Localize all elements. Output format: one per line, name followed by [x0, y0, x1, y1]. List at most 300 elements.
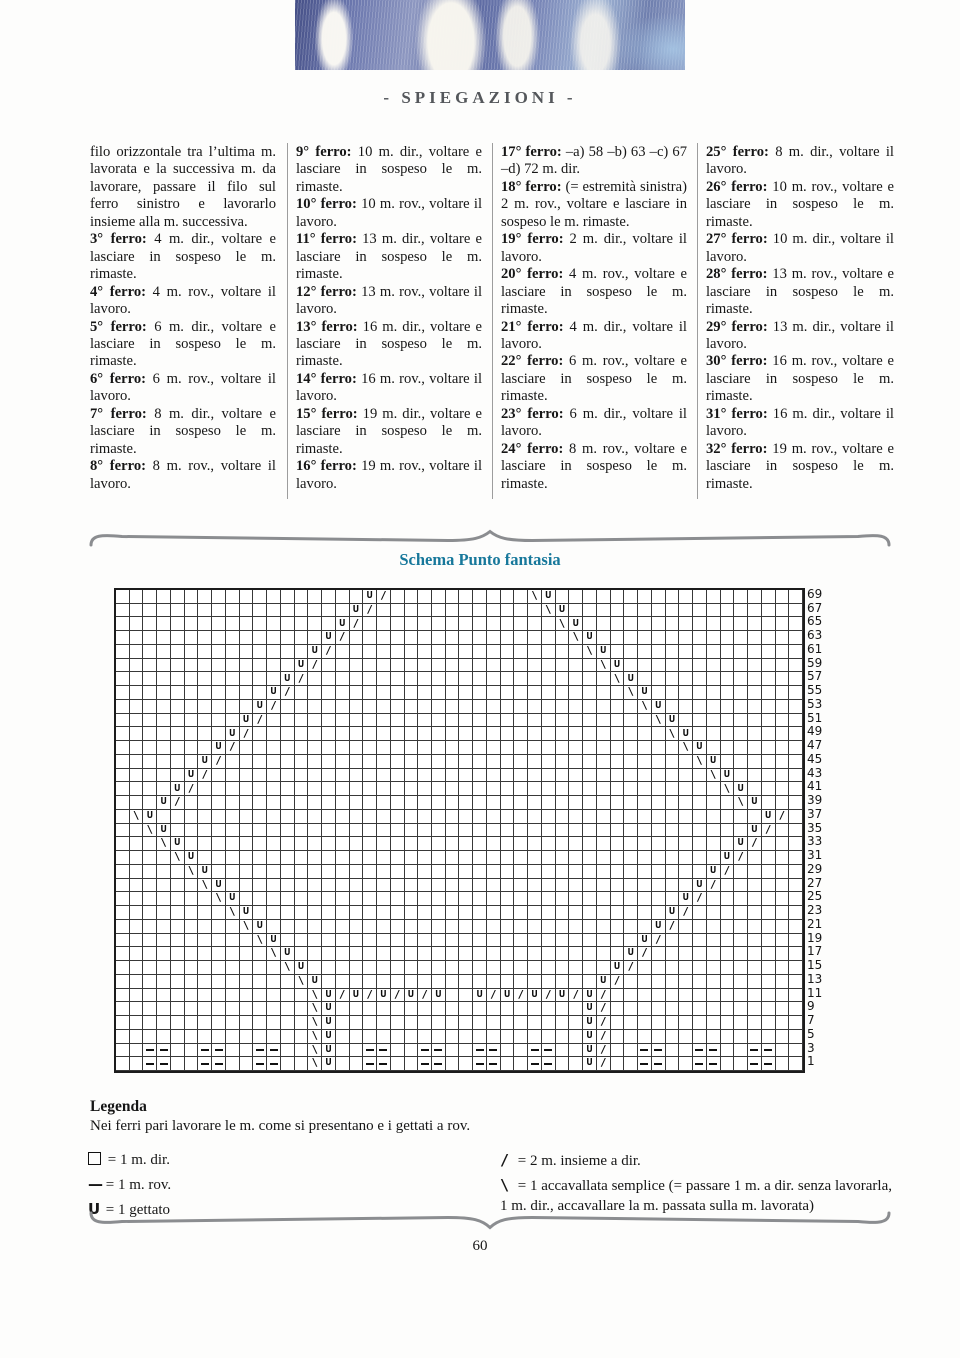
- chart-cell: [624, 1057, 638, 1071]
- row-label: 31: [807, 848, 823, 863]
- chart-cell: /: [185, 782, 199, 796]
- chart-cell: [734, 686, 748, 700]
- chart-cell: [377, 727, 391, 741]
- k2tog-icon: /: [500, 1151, 510, 1169]
- chart-cell: [226, 1057, 240, 1071]
- chart-cell: [569, 1030, 583, 1044]
- chart-cell: [693, 906, 707, 920]
- chart-cell: [611, 906, 625, 920]
- chart-cell: U: [666, 714, 680, 728]
- chart-cell: [473, 1030, 487, 1044]
- chart-cell: [611, 947, 625, 961]
- chart-cell: [157, 1057, 171, 1071]
- chart-cell: [707, 645, 721, 659]
- chart-cell: [693, 659, 707, 673]
- chart-cell: \: [734, 796, 748, 810]
- chart-cell: [295, 1030, 309, 1044]
- chart-cell: [267, 755, 281, 769]
- chart-cell: [143, 947, 157, 961]
- chart-cell: [157, 727, 171, 741]
- chart-cell: U: [748, 824, 762, 838]
- chart-cell: [295, 769, 309, 783]
- chart-cell: \: [212, 892, 226, 906]
- chart-cell: [597, 920, 611, 934]
- chart-cell: [350, 892, 364, 906]
- chart-cell: [143, 645, 157, 659]
- chart-cell: [638, 920, 652, 934]
- chart-cell: [624, 851, 638, 865]
- chart-cell: [116, 837, 130, 851]
- chart-cell: [542, 741, 556, 755]
- chart-cell: [721, 631, 735, 645]
- chart-cell: [350, 659, 364, 673]
- row-label: 41: [807, 779, 823, 794]
- chart-cell: [363, 659, 377, 673]
- chart-cell: [776, 741, 790, 755]
- row-label: 35: [807, 820, 823, 835]
- chart-cell: [583, 906, 597, 920]
- column-divider: [287, 143, 288, 499]
- chart-cell: [446, 686, 460, 700]
- chart-cell: [295, 1044, 309, 1058]
- chart-cell: [350, 672, 364, 686]
- chart-cell: [143, 975, 157, 989]
- chart-cell: [501, 961, 515, 975]
- chart-cell: [473, 782, 487, 796]
- chart-cell: [253, 824, 267, 838]
- chart-cell: [556, 810, 570, 824]
- chart-cell: [459, 879, 473, 893]
- chart-cell: [143, 1002, 157, 1016]
- chart-cell: [322, 824, 336, 838]
- chart-cell: [501, 865, 515, 879]
- chart-cell: U: [212, 741, 226, 755]
- chart-cell: [501, 714, 515, 728]
- chart-cell: [679, 865, 693, 879]
- chart-cell: [528, 672, 542, 686]
- chart-cell: [487, 1002, 501, 1016]
- chart-cell: [418, 947, 432, 961]
- chart-cell: [212, 1030, 226, 1044]
- chart-cell: [693, 1002, 707, 1016]
- chart-cell: U: [748, 796, 762, 810]
- chart-cell: [528, 714, 542, 728]
- chart-cell: [542, 1002, 556, 1016]
- chart-cell: [171, 879, 185, 893]
- purl-mark: [654, 1063, 662, 1065]
- chart-cell: [391, 892, 405, 906]
- chart-cell: [652, 961, 666, 975]
- chart-cell: [638, 782, 652, 796]
- chart-cell: [253, 1002, 267, 1016]
- chart-cell: [432, 755, 446, 769]
- chart-cell: [514, 961, 528, 975]
- chart-cell: [597, 865, 611, 879]
- chart-cell: [377, 961, 391, 975]
- chart-cell: [514, 810, 528, 824]
- chart-cell: [666, 755, 680, 769]
- chart-cell: [281, 1044, 295, 1058]
- chart-cell: [350, 590, 364, 604]
- chart-cell: [267, 727, 281, 741]
- chart-cell: [446, 1016, 460, 1030]
- chart-cell: [666, 686, 680, 700]
- chart-cell: [556, 865, 570, 879]
- chart-cell: [501, 645, 515, 659]
- chart-cell: /: [611, 975, 625, 989]
- chart-cell: [748, 989, 762, 1003]
- chart-cell: [734, 934, 748, 948]
- chart-cell: [295, 700, 309, 714]
- chart-cell: [405, 837, 419, 851]
- purl-mark: [531, 1049, 539, 1051]
- chart-cell: [253, 755, 267, 769]
- chart-cell: [116, 879, 130, 893]
- chart-cell: [405, 947, 419, 961]
- instruction-paragraph: 28° ferro: 13 m. rov., voltare e lasciare in sospeso le m. rimaste.: [706, 266, 894, 318]
- chart-cell: [157, 892, 171, 906]
- chart-cell: [405, 604, 419, 618]
- chart-cell: [185, 645, 199, 659]
- chart-cell: [652, 824, 666, 838]
- chart-cell: [583, 659, 597, 673]
- chart-cell: [350, 947, 364, 961]
- chart-cell: [611, 1016, 625, 1030]
- chart-cell: [748, 851, 762, 865]
- chart-cell: [583, 686, 597, 700]
- chart-cell: [336, 604, 350, 618]
- chart-cell: [212, 837, 226, 851]
- chart-cell: U: [226, 892, 240, 906]
- chart-cell: [446, 906, 460, 920]
- chart-cell: [322, 727, 336, 741]
- chart-cell: [350, 810, 364, 824]
- chart-cell: [363, 1016, 377, 1030]
- instruction-paragraph: 23° ferro: 6 m. dir., voltare il lavoro.: [501, 405, 687, 440]
- chart-cell: [446, 1057, 460, 1071]
- chart-cell: [226, 796, 240, 810]
- chart-cell: [130, 769, 144, 783]
- chart-cell: [721, 714, 735, 728]
- chart-cell: [762, 989, 776, 1003]
- chart-cell: [569, 934, 583, 948]
- chart-cell: [528, 1016, 542, 1030]
- chart-cell: [762, 782, 776, 796]
- chart-cell: [418, 672, 432, 686]
- chart-cell: [226, 672, 240, 686]
- chart-cell: /: [748, 837, 762, 851]
- chart-cell: [624, 645, 638, 659]
- chart-cell: [487, 947, 501, 961]
- chart-cell: [501, 906, 515, 920]
- chart-cell: [185, 604, 199, 618]
- chart-cell: [638, 769, 652, 783]
- chart-cell: [624, 590, 638, 604]
- chart-cell: [405, 824, 419, 838]
- purl-mark: [695, 1063, 703, 1065]
- chart-cell: [322, 617, 336, 631]
- chart-cell: U: [363, 590, 377, 604]
- chart-cell: [707, 1057, 721, 1071]
- chart-cell: [721, 700, 735, 714]
- chart-cell: [308, 851, 322, 865]
- chart-cell: [501, 879, 515, 893]
- chart-cell: [542, 1057, 556, 1071]
- chart-cell: [666, 1057, 680, 1071]
- chart-cell: [405, 590, 419, 604]
- chart-cell: [569, 920, 583, 934]
- chart-cell: [473, 727, 487, 741]
- chart-cell: [542, 947, 556, 961]
- chart-cell: [446, 796, 460, 810]
- chart-cell: [721, 837, 735, 851]
- chart-cell: [748, 1044, 762, 1058]
- chart-cell: [638, 1016, 652, 1030]
- chart-cell: [597, 892, 611, 906]
- chart-cell: U: [253, 700, 267, 714]
- chart-cell: [734, 741, 748, 755]
- chart-cell: [789, 727, 803, 741]
- chart-cell: [240, 1044, 254, 1058]
- chart-cell: [185, 1044, 199, 1058]
- chart-cell: [611, 631, 625, 645]
- chart-cell: [267, 1016, 281, 1030]
- chart-cell: [693, 769, 707, 783]
- chart-cell: [542, 824, 556, 838]
- chart-cell: [116, 892, 130, 906]
- chart-cell: [501, 659, 515, 673]
- chart-cell: /: [363, 604, 377, 618]
- chart-cell: [226, 1044, 240, 1058]
- chart-cell: [391, 961, 405, 975]
- chart-cell: [432, 700, 446, 714]
- chart-cell: [377, 851, 391, 865]
- chart-cell: [569, 769, 583, 783]
- chart-cell: [473, 879, 487, 893]
- purl-mark: [160, 1063, 168, 1065]
- chart-cell: /: [624, 961, 638, 975]
- chart-cell: [267, 672, 281, 686]
- chart-cell: [569, 590, 583, 604]
- chart-cell: [432, 920, 446, 934]
- chart-cell: U: [322, 1002, 336, 1016]
- chart-cell: [391, 741, 405, 755]
- chart-cell: [638, 879, 652, 893]
- chart-cell: [487, 1030, 501, 1044]
- chart-cell: U: [377, 989, 391, 1003]
- chart-cell: [446, 837, 460, 851]
- chart-cell: [308, 934, 322, 948]
- chart-cell: [652, 769, 666, 783]
- chart-cell: [432, 1057, 446, 1071]
- chart-cell: [212, 920, 226, 934]
- chart-cell: U: [308, 645, 322, 659]
- chart-cell: [776, 865, 790, 879]
- chart-cell: [446, 741, 460, 755]
- chart-cell: [281, 590, 295, 604]
- chart-cell: [459, 590, 473, 604]
- chart-cell: [253, 631, 267, 645]
- chart-cell: [638, 824, 652, 838]
- chart-cell: /: [652, 934, 666, 948]
- chart-cell: [473, 975, 487, 989]
- chart-cell: [405, 892, 419, 906]
- chart-cell: [185, 659, 199, 673]
- chart-cell: [473, 906, 487, 920]
- chart-cell: [776, 672, 790, 686]
- chart-cell: [446, 769, 460, 783]
- chart-cell: [514, 782, 528, 796]
- chart-cell: [171, 672, 185, 686]
- chart-cell: [459, 1030, 473, 1044]
- chart-cell: [432, 782, 446, 796]
- chart-cell: [281, 769, 295, 783]
- chart-cell: [611, 714, 625, 728]
- chart-cell: U: [556, 604, 570, 618]
- chart-cell: [446, 824, 460, 838]
- chart-cell: [693, 837, 707, 851]
- chart-cell: [116, 782, 130, 796]
- chart-cell: [130, 782, 144, 796]
- chart-cell: [501, 1030, 515, 1044]
- chart-cell: [185, 590, 199, 604]
- row-label: 1: [807, 1054, 815, 1069]
- chart-cell: [308, 590, 322, 604]
- chart-cell: [363, 631, 377, 645]
- chart-cell: [528, 851, 542, 865]
- chart-cell: [226, 824, 240, 838]
- chart-cell: [734, 989, 748, 1003]
- chart-cell: [418, 590, 432, 604]
- chart-cell: [446, 851, 460, 865]
- chart-cell: [721, 947, 735, 961]
- chart-cell: [432, 796, 446, 810]
- chart-cell: [185, 686, 199, 700]
- chart-cell: [748, 741, 762, 755]
- chart-cell: [253, 1044, 267, 1058]
- chart-cell: [240, 865, 254, 879]
- chart-cell: [583, 590, 597, 604]
- chart-cell: \: [556, 617, 570, 631]
- chart-cell: [405, 1016, 419, 1030]
- chart-cell: U: [336, 617, 350, 631]
- chart-cell: [693, 947, 707, 961]
- chart-cell: [487, 851, 501, 865]
- chart-cell: [267, 604, 281, 618]
- chart-cell: [322, 961, 336, 975]
- chart-cell: [501, 1016, 515, 1030]
- chart-cell: [666, 892, 680, 906]
- chart-cell: [666, 1030, 680, 1044]
- chart-cell: [143, 920, 157, 934]
- purl-mark: [764, 1063, 772, 1065]
- chart-cell: [514, 755, 528, 769]
- chart-cell: [391, 906, 405, 920]
- chart-cell: [734, 1044, 748, 1058]
- brace-bottom-icon: [88, 1210, 892, 1232]
- chart-cell: [185, 824, 199, 838]
- chart-cell: [240, 1030, 254, 1044]
- chart-cell: [734, 824, 748, 838]
- chart-cell: [198, 1030, 212, 1044]
- chart-cell: [679, 879, 693, 893]
- chart-cell: [514, 796, 528, 810]
- row-label: 43: [807, 765, 823, 780]
- chart-cell: /: [638, 947, 652, 961]
- chart-cell: U: [693, 879, 707, 893]
- chart-cell: [776, 590, 790, 604]
- chart-cell: [597, 755, 611, 769]
- chart-cell: [363, 837, 377, 851]
- chart-cell: /: [253, 714, 267, 728]
- chart-cell: [418, 617, 432, 631]
- chart-cell: [240, 1016, 254, 1030]
- chart-cell: [308, 810, 322, 824]
- chart-cell: [253, 975, 267, 989]
- chart-cell: U: [185, 769, 199, 783]
- chart-cell: [253, 906, 267, 920]
- chart-cell: [391, 879, 405, 893]
- chart-cell: [281, 920, 295, 934]
- chart-cell: [459, 617, 473, 631]
- chart-cell: [542, 714, 556, 728]
- chart-cell: \: [624, 686, 638, 700]
- chart-cell: [185, 1002, 199, 1016]
- chart-cell: [240, 989, 254, 1003]
- chart-cell: [542, 631, 556, 645]
- chart-cell: [501, 837, 515, 851]
- chart-cell: U: [638, 934, 652, 948]
- chart-cell: [762, 1030, 776, 1044]
- chart-cell: [556, 851, 570, 865]
- chart-cell: [432, 659, 446, 673]
- chart-cell: [473, 714, 487, 728]
- row-labels: [807, 588, 837, 1069]
- chart-cell: [391, 604, 405, 618]
- chart-cell: [514, 851, 528, 865]
- chart-cell: [198, 989, 212, 1003]
- purl-mark: [709, 1063, 717, 1065]
- chart-cell: [432, 906, 446, 920]
- chart-cell: [185, 631, 199, 645]
- chart-cell: [487, 645, 501, 659]
- chart-cell: [693, 604, 707, 618]
- chart-cell: [240, 975, 254, 989]
- chart-cell: [336, 947, 350, 961]
- chart-cell: [418, 769, 432, 783]
- chart-cell: [350, 741, 364, 755]
- chart-cell: [212, 645, 226, 659]
- chart-cell: [721, 796, 735, 810]
- chart-cell: [597, 617, 611, 631]
- chart-cell: U: [322, 1044, 336, 1058]
- chart-cell: [418, 1002, 432, 1016]
- chart-cell: [652, 1016, 666, 1030]
- chart-cell: [528, 906, 542, 920]
- chart-cell: [789, 934, 803, 948]
- chart-cell: [514, 590, 528, 604]
- chart-cell: [350, 906, 364, 920]
- chart-cell: [281, 727, 295, 741]
- chart-cell: [157, 755, 171, 769]
- chart-cell: [721, 755, 735, 769]
- chart-cell: [583, 961, 597, 975]
- chart-cell: [157, 604, 171, 618]
- legend-item: — = 1 m. rov.: [88, 1175, 172, 1193]
- chart-cell: [762, 1057, 776, 1071]
- instruction-paragraph: 30° ferro: 16 m. rov., voltare e lasciare in sospeso le m. rimaste.: [706, 353, 894, 405]
- chart-cell: [116, 631, 130, 645]
